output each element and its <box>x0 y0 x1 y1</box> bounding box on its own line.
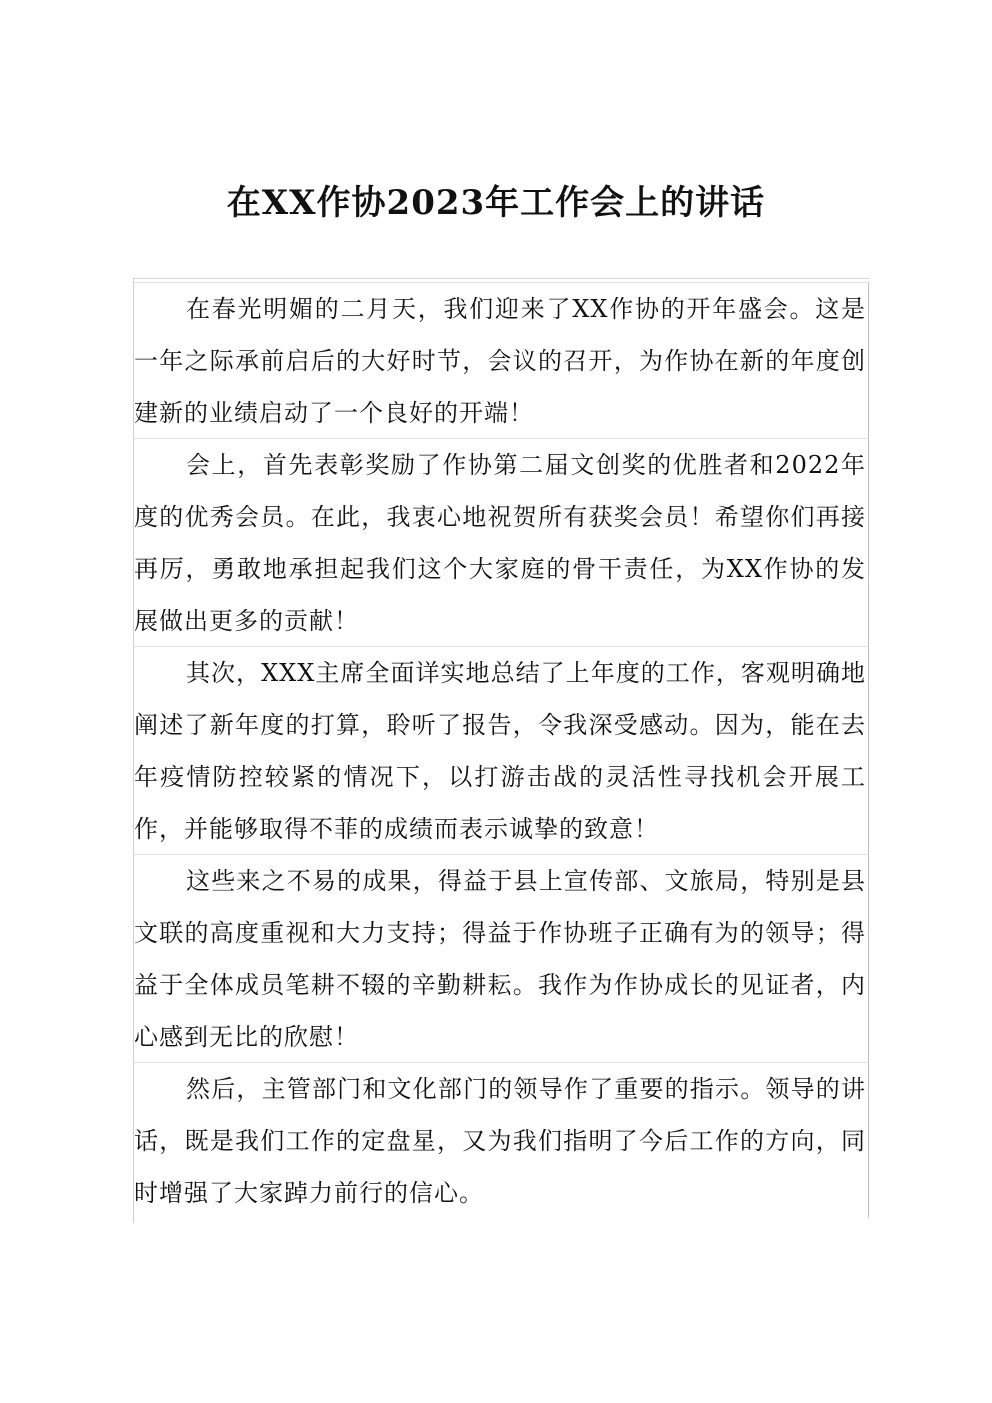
paragraph-1: 在春光明媚的二月天，我们迎来了XX作协的开年盛会。这是一年之际承前启后的大好时节，会议的召开，为作协在新的年度创建新的业绩启动了一个良好的开端！ <box>134 282 869 438</box>
document-title: 在XX作协2023年工作会上的讲话 <box>226 183 766 223</box>
paragraph-4: 这些来之不易的成果，得益于县上宣传部、文旅局，特别是县文联的高度重视和大力支持；得益于作协班子正确有为的领导；得益于全体成员笔耕不辍的辛勤耕耘。我作为作协成长的见证者，内心感到无比的欣慰！ <box>134 854 869 1062</box>
paragraph-3: 其次，XXX主席全面详实地总结了上年度的工作，客观明确地阐述了新年度的打算，聆听了报告，令我深受感动。因为，能在去年疫情防控较紧的情况下，以打游击战的灵活性寻找机会开展工作，并能够取得不菲的成绩而表示诚挚的致意！ <box>134 646 869 854</box>
paragraph-5: 然后，主管部门和文化部门的领导作了重要的指示。领导的讲话，既是我们工作的定盘星，又为我们指明了今后工作的方向，同时增强了大家踔力前行的信心。 <box>134 1062 869 1218</box>
paragraph-2: 会上，首先表彰奖励了作协第二届文创奖的优胜者和2022年度的优秀会员。在此，我衷心地祝贺所有获奖会员！希望你们再接再厉，勇敢地承担起我们这个大家庭的骨干责任，为XX作协的发展做出更多的贡献！ <box>134 438 869 646</box>
